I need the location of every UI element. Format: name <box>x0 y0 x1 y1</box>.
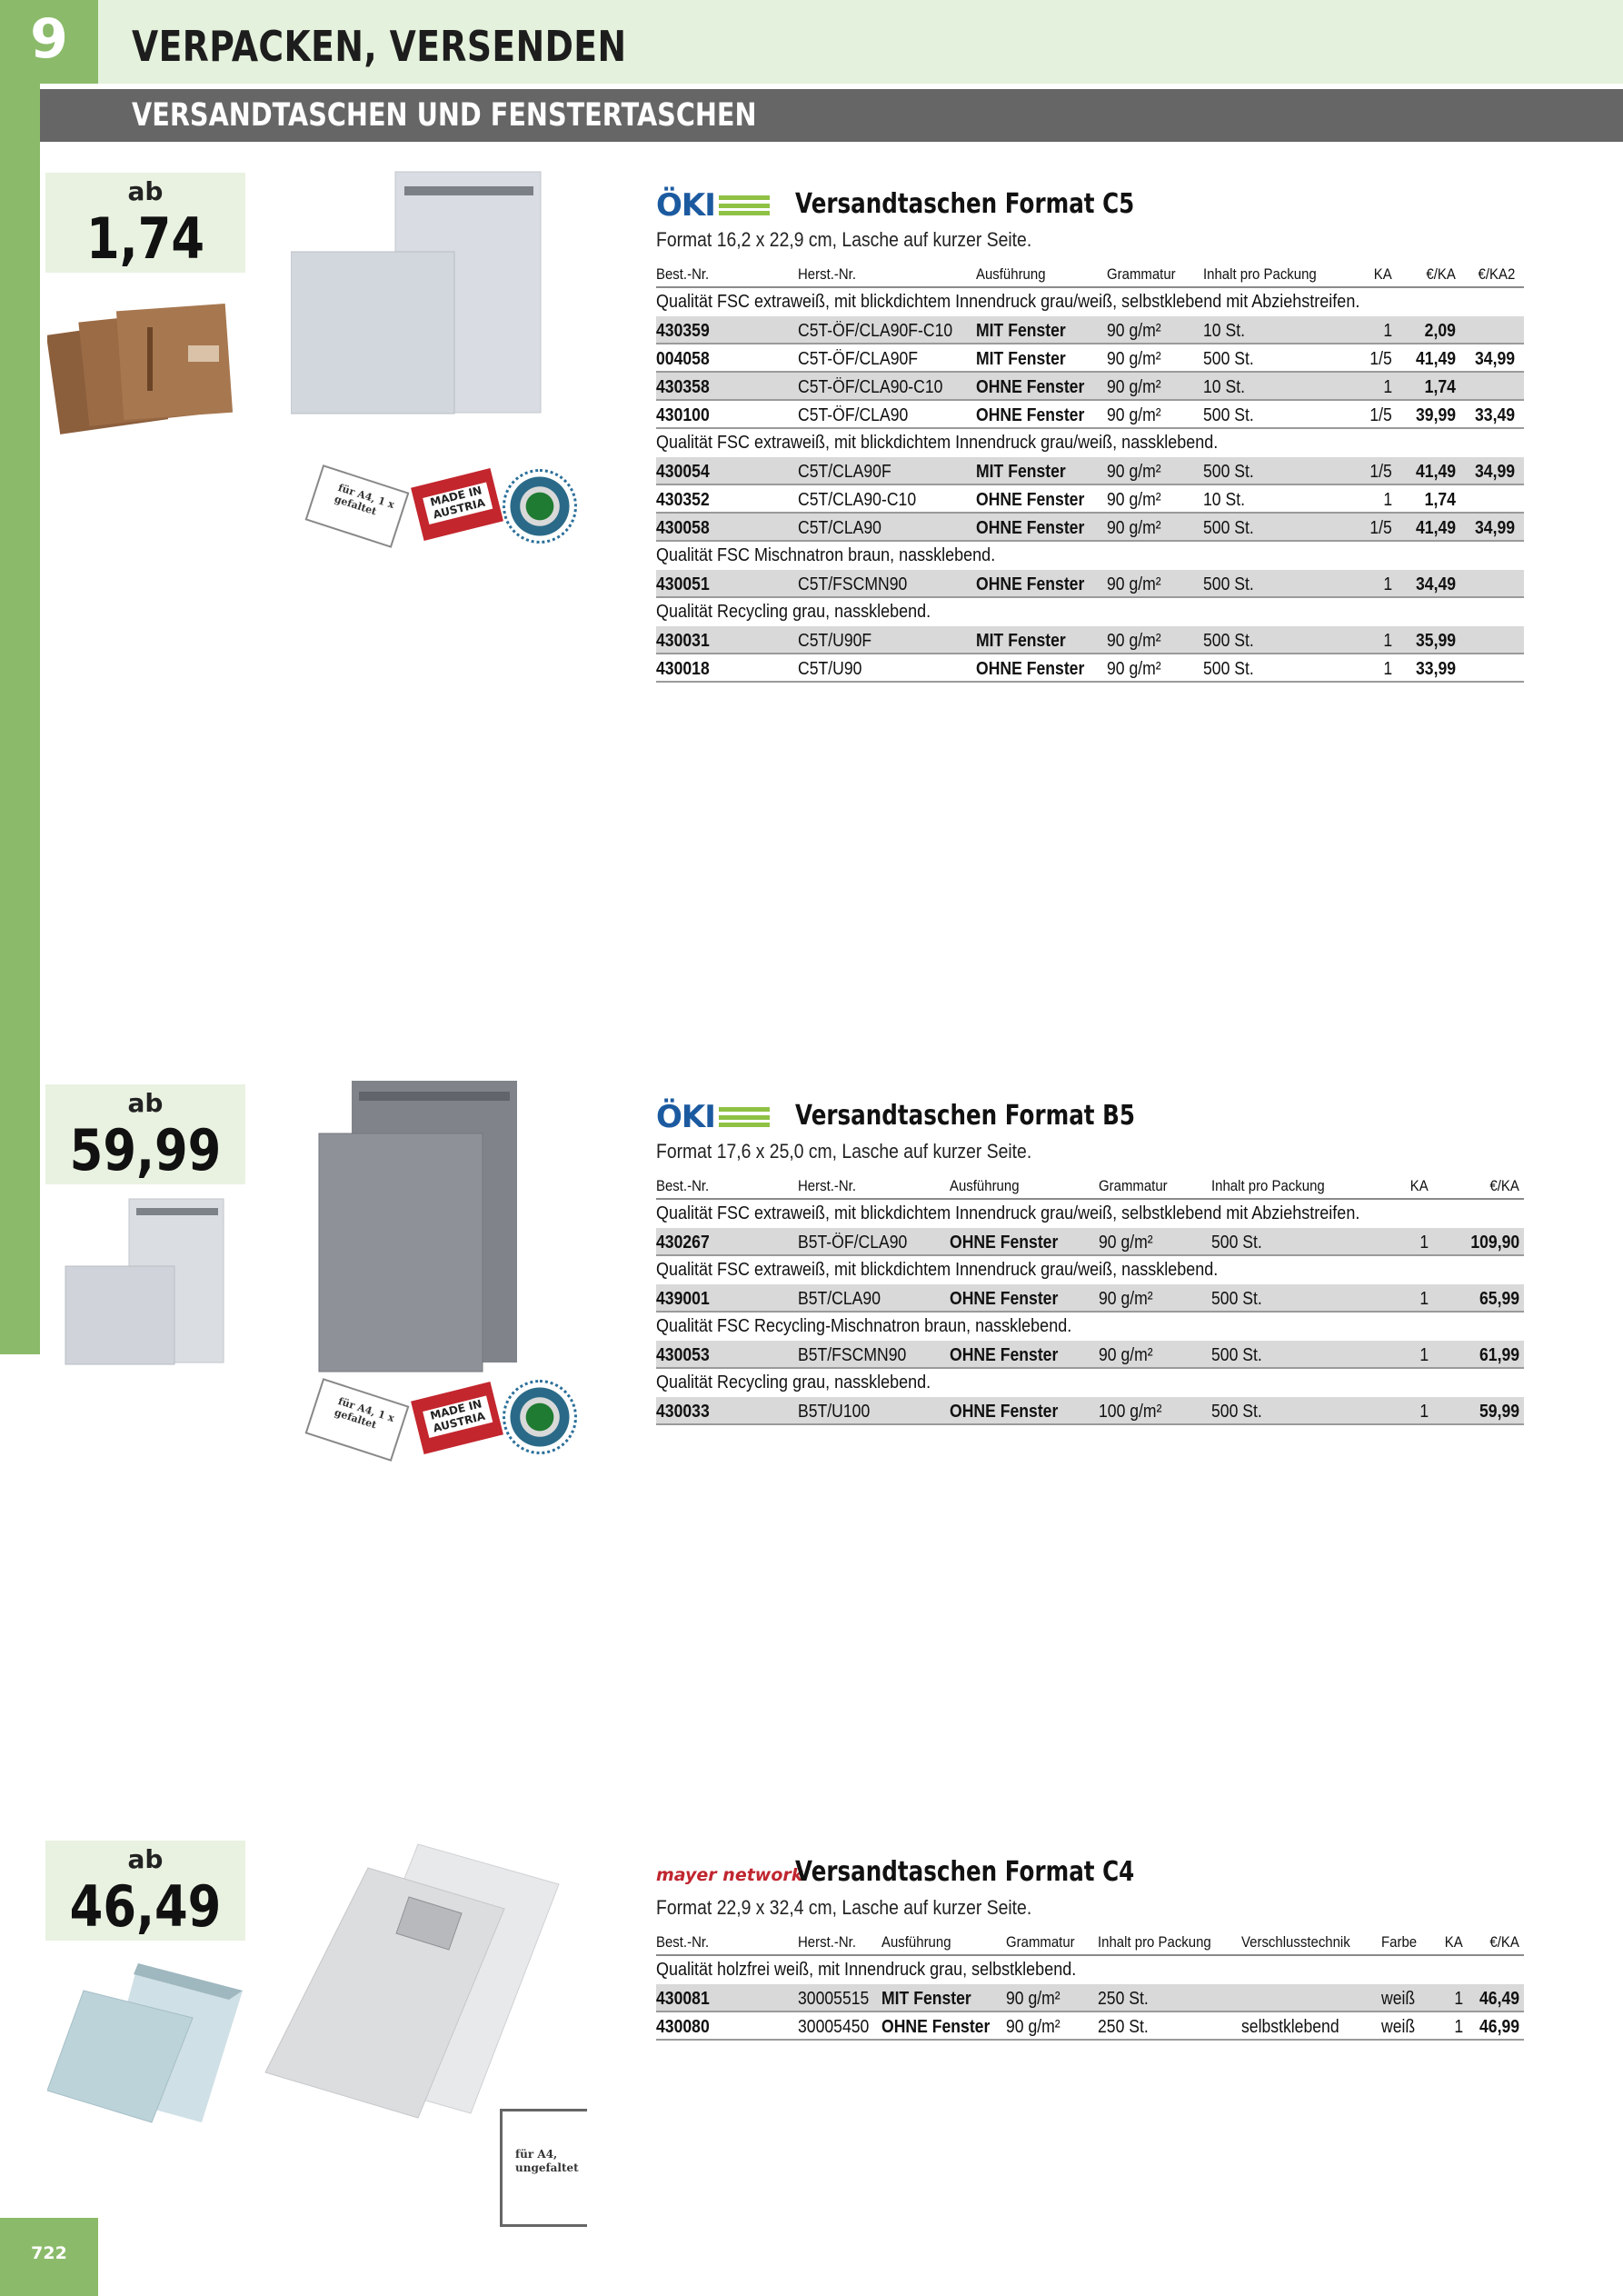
price-badge <box>45 173 245 273</box>
table-row <box>656 316 1524 344</box>
table-cell: 100 g/m² <box>1099 1402 1162 1422</box>
folded-a4-badge: für A4, 1 x gefaltet <box>305 464 410 548</box>
product-title: Versandtaschen Format C5 <box>795 188 1135 220</box>
table-cell: C5T-ÖF/CLA90F <box>798 349 919 369</box>
quality-heading: Qualität FSC Recycling-Mischnatron braun, nassklebend. <box>656 1316 1072 1336</box>
table-cell: MIT Fenster <box>976 631 1066 651</box>
product-table <box>656 259 1524 683</box>
quality-heading: Qualität Recycling grau, nassklebend. <box>656 1373 931 1393</box>
table-cell: C5T/CLA90 <box>798 518 881 538</box>
table-cell: C5T/CLA90F <box>798 462 891 482</box>
column-header: €/KA2 <box>1478 265 1515 283</box>
price-prefix: ab <box>127 1088 164 1118</box>
table-cell: 1 <box>1419 1289 1429 1309</box>
table-row <box>656 1341 1524 1369</box>
column-header: Herst.-Nr. <box>798 1177 857 1194</box>
table-cell: 500 St. <box>1211 1402 1262 1422</box>
price-value: 46,49 <box>69 1873 222 1940</box>
table-cell: 90 g/m² <box>1099 1345 1153 1365</box>
column-header: Inhalt pro Packung <box>1203 265 1317 283</box>
table-cell: 1 <box>1383 490 1392 510</box>
product-format: Format 22,9 x 32,4 cm, Lasche auf kurzer Seite. <box>656 1896 1032 1919</box>
quality-heading: Qualität FSC extraweiß, mit blickdichtem Innendruck grau/weiß, selbstklebend mit Abziehstreifen. <box>656 292 1360 312</box>
table-cell: B5T-ÖF/CLA90 <box>798 1233 908 1253</box>
column-header: Best.-Nr. <box>656 1933 710 1951</box>
price-prefix: ab <box>127 176 164 206</box>
table-cell: 1,74 <box>1424 490 1456 510</box>
table-cell: 61,99 <box>1479 1345 1519 1365</box>
table-cell: 34,99 <box>1474 462 1515 482</box>
column-header: Ausführung <box>976 265 1046 283</box>
table-cell: 1/5 <box>1369 405 1392 425</box>
table-row <box>656 401 1524 429</box>
folded-a4-badge: für A4, 1 x gefaltet <box>305 1378 410 1462</box>
table-cell: OHNE Fenster <box>976 574 1085 594</box>
table-cell: 46,99 <box>1479 2017 1519 2037</box>
table-cell: 41,49 <box>1415 462 1456 482</box>
price-prefix: ab <box>127 1844 164 1874</box>
table-cell: 430018 <box>656 659 710 679</box>
column-header: KA <box>1410 1177 1429 1194</box>
column-header: Grammatur <box>1107 265 1176 283</box>
table-cell: C5T-ÖF/CLA90F-C10 <box>798 321 953 341</box>
table-cell: MIT Fenster <box>976 349 1066 369</box>
column-header: Best.-Nr. <box>656 1177 710 1194</box>
unfolded-a4-badge: für A4, ungefaltet <box>500 2109 587 2227</box>
table-cell: 30005450 <box>798 2017 870 2037</box>
made-in-austria-badge: MADE IN AUSTRIA <box>411 1382 503 1454</box>
table-cell: OHNE Fenster <box>976 377 1085 397</box>
table-cell: 34,99 <box>1474 349 1515 369</box>
quality-seal-icon <box>503 1380 577 1454</box>
page-number: 722 <box>31 2243 67 2263</box>
table-cell: 430358 <box>656 377 710 397</box>
table-cell: 500 St. <box>1203 462 1254 482</box>
table-cell: 90 g/m² <box>1107 490 1161 510</box>
table-cell: 90 g/m² <box>1107 631 1161 651</box>
table-header <box>656 259 1524 288</box>
table-row <box>656 570 1524 598</box>
product-photo-c5-envelope <box>291 168 554 418</box>
column-header: Best.-Nr. <box>656 265 710 283</box>
column-header: Grammatur <box>1099 1177 1168 1194</box>
table-cell: B5T/FSCMN90 <box>798 1345 907 1365</box>
column-header: Ausführung <box>950 1177 1020 1194</box>
table-cell: 430100 <box>656 405 710 425</box>
table-row <box>656 1284 1524 1313</box>
table-cell: OHNE Fenster <box>881 2017 991 2037</box>
table-cell: 1 <box>1383 631 1392 651</box>
column-header: Ausführung <box>881 1933 951 1951</box>
column-header: KA <box>1445 1933 1463 1951</box>
table-header <box>656 1171 1524 1200</box>
table-cell: OHNE Fenster <box>950 1402 1059 1422</box>
product-photo-b5-small <box>64 1195 227 1368</box>
table-cell: 1,74 <box>1424 377 1456 397</box>
table-cell: 1 <box>1454 2017 1463 2037</box>
table-cell: OHNE Fenster <box>976 490 1085 510</box>
table-row <box>656 1984 1524 2012</box>
table-cell: 430054 <box>656 462 710 482</box>
table-cell: 500 St. <box>1203 631 1254 651</box>
table-cell: 65,99 <box>1479 1289 1519 1309</box>
table-cell: 500 St. <box>1203 518 1254 538</box>
table-cell: weiß <box>1381 2017 1416 2037</box>
made-in-austria-badge: MADE IN AUSTRIA <box>411 468 503 541</box>
table-cell: 90 g/m² <box>1099 1233 1153 1253</box>
table-cell: 30005515 <box>798 1989 870 2009</box>
table-row <box>656 373 1524 401</box>
table-cell: 1 <box>1419 1345 1429 1365</box>
table-row <box>656 2012 1524 2041</box>
table-cell: C5T/CLA90-C10 <box>798 490 917 510</box>
product-photo-b5-gray-envelope <box>314 1077 523 1373</box>
table-cell: 004058 <box>656 349 710 369</box>
price-badge <box>45 1841 245 1941</box>
table-cell: C5T/U90F <box>798 631 872 651</box>
table-cell: OHNE Fenster <box>976 659 1085 679</box>
column-header: Herst.-Nr. <box>798 265 857 283</box>
table-cell: C5T-ÖF/CLA90-C10 <box>798 377 943 397</box>
table-cell: 90 g/m² <box>1107 518 1161 538</box>
table-cell: 500 St. <box>1203 349 1254 369</box>
table-cell: 430051 <box>656 574 710 594</box>
table-cell: 41,49 <box>1415 349 1456 369</box>
product-table <box>656 1927 1524 2041</box>
table-cell: 35,99 <box>1415 631 1456 651</box>
price-value: 59,99 <box>69 1117 222 1183</box>
quality-heading: Qualität FSC extraweiß, mit blickdichtem Innendruck grau/weiß, nassklebend. <box>656 1260 1219 1280</box>
column-header: €/KA <box>1426 265 1456 283</box>
table-cell: 1 <box>1383 377 1392 397</box>
table-cell: 10 St. <box>1203 377 1245 397</box>
column-header: Farbe <box>1381 1933 1418 1951</box>
product-format: Format 17,6 x 25,0 cm, Lasche auf kurzer Seite. <box>656 1140 1032 1163</box>
table-cell: 90 g/m² <box>1107 321 1161 341</box>
table-cell: 59,99 <box>1479 1402 1519 1422</box>
table-cell: 90 g/m² <box>1006 1989 1060 2009</box>
table-cell: OHNE Fenster <box>950 1289 1059 1309</box>
table-cell: 1 <box>1383 574 1392 594</box>
table-row <box>656 654 1524 683</box>
table-row <box>656 514 1524 542</box>
table-cell: 500 St. <box>1203 574 1254 594</box>
table-row <box>656 626 1524 654</box>
side-bar <box>0 82 40 1354</box>
table-cell: 430080 <box>656 2017 710 2037</box>
table-cell: 430267 <box>656 1233 710 1253</box>
table-cell: 41,49 <box>1415 518 1456 538</box>
quality-heading: Qualität Recycling grau, nassklebend. <box>656 602 931 622</box>
table-row <box>656 1228 1524 1256</box>
table-cell: 1 <box>1454 1989 1463 2009</box>
table-cell: selbstklebend <box>1241 2017 1339 2037</box>
table-cell: MIT Fenster <box>976 321 1066 341</box>
table-cell: MIT Fenster <box>881 1989 971 2009</box>
column-header: €/KA <box>1489 1933 1519 1951</box>
table-cell: OHNE Fenster <box>976 405 1085 425</box>
table-row <box>656 344 1524 373</box>
table-cell: 430352 <box>656 490 710 510</box>
quality-heading: Qualität holzfrei weiß, mit Innendruck grau, selbstklebend. <box>656 1960 1077 1980</box>
table-cell: 430058 <box>656 518 710 538</box>
product-photo-c4-envelope <box>264 1841 563 2122</box>
column-header: Inhalt pro Packung <box>1211 1177 1325 1194</box>
section-title: VERSANDTASCHEN UND FENSTERTASCHEN <box>132 97 757 134</box>
table-cell: 10 St. <box>1203 490 1245 510</box>
column-header: Herst.-Nr. <box>798 1933 857 1951</box>
table-cell: 90 g/m² <box>1107 377 1161 397</box>
table-row <box>656 457 1524 485</box>
table-cell: 1/5 <box>1369 462 1392 482</box>
table-row <box>656 485 1524 514</box>
table-cell: 430031 <box>656 631 710 651</box>
mayer-network-logo: mayer network <box>656 1865 803 1885</box>
table-cell: 109,90 <box>1470 1233 1519 1253</box>
table-cell: 1/5 <box>1369 349 1392 369</box>
column-header: KA <box>1374 265 1392 283</box>
table-cell: 500 St. <box>1211 1233 1262 1253</box>
table-cell: 90 g/m² <box>1107 659 1161 679</box>
table-cell: 90 g/m² <box>1107 349 1161 369</box>
quality-heading: Qualität FSC Mischnatron braun, nassklebend. <box>656 545 996 565</box>
table-cell: 90 g/m² <box>1107 462 1161 482</box>
table-cell: 500 St. <box>1211 1345 1262 1365</box>
table-cell: 39,99 <box>1415 405 1456 425</box>
table-cell: MIT Fenster <box>976 462 1066 482</box>
column-header: Verschlusstechnik <box>1241 1933 1350 1951</box>
table-cell: 90 g/m² <box>1099 1289 1153 1309</box>
table-cell: 1 <box>1419 1233 1429 1253</box>
table-cell: 250 St. <box>1098 2017 1149 2037</box>
table-cell: 500 St. <box>1203 659 1254 679</box>
table-cell: C5T/U90 <box>798 659 862 679</box>
table-cell: 430081 <box>656 1989 710 2009</box>
column-header: Inhalt pro Packung <box>1098 1933 1211 1951</box>
table-cell: 90 g/m² <box>1006 2017 1060 2037</box>
table-cell: 1/5 <box>1369 518 1392 538</box>
table-cell: 1 <box>1383 659 1392 679</box>
price-value: 1,74 <box>85 205 205 272</box>
column-header: Grammatur <box>1006 1933 1075 1951</box>
table-cell: 500 St. <box>1203 405 1254 425</box>
price-badge <box>45 1084 245 1184</box>
column-header: €/KA <box>1489 1177 1519 1194</box>
table-cell: 90 g/m² <box>1107 405 1161 425</box>
oeki-logo: ÖKI <box>656 1102 788 1133</box>
table-cell: 46,49 <box>1479 1989 1519 2009</box>
quality-seal-icon <box>503 469 577 544</box>
quality-heading: Qualität FSC extraweiß, mit blickdichtem Innendruck grau/weiß, nassklebend. <box>656 433 1219 453</box>
table-header <box>656 1927 1524 1956</box>
table-cell: C5T-ÖF/CLA90 <box>798 405 909 425</box>
table-cell: 430053 <box>656 1345 710 1365</box>
oeki-logo: ÖKI <box>656 190 788 221</box>
table-cell: 439001 <box>656 1289 710 1309</box>
table-cell: B5T/CLA90 <box>798 1289 881 1309</box>
table-cell: 2,09 <box>1424 321 1456 341</box>
chapter-title: VERPACKEN, VERSENDEN <box>132 22 627 71</box>
table-cell: 430033 <box>656 1402 710 1422</box>
table-row <box>656 1397 1524 1425</box>
chapter-number: 9 <box>30 7 68 71</box>
product-title: Versandtaschen Format B5 <box>795 1100 1135 1132</box>
table-cell: 33,99 <box>1415 659 1456 679</box>
table-cell: weiß <box>1381 1989 1416 2009</box>
table-cell: 500 St. <box>1211 1289 1262 1309</box>
quality-heading: Qualität FSC extraweiß, mit blickdichtem Innendruck grau/weiß, selbstklebend mit Abziehstreifen. <box>656 1203 1360 1223</box>
product-table <box>656 1171 1524 1425</box>
table-cell: 33,49 <box>1474 405 1515 425</box>
table-cell: OHNE Fenster <box>950 1233 1059 1253</box>
table-cell: 34,99 <box>1474 518 1515 538</box>
table-cell: B5T/U100 <box>798 1402 871 1422</box>
table-cell: C5T/FSCMN90 <box>798 574 908 594</box>
product-format: Format 16,2 x 22,9 cm, Lasche auf kurzer Seite. <box>656 228 1032 251</box>
table-cell: 10 St. <box>1203 321 1245 341</box>
table-cell: 1 <box>1419 1402 1429 1422</box>
table-cell: 430359 <box>656 321 710 341</box>
table-cell: OHNE Fenster <box>976 518 1085 538</box>
table-cell: 90 g/m² <box>1107 574 1161 594</box>
table-cell: 34,49 <box>1415 574 1456 594</box>
table-cell: 250 St. <box>1098 1989 1149 2009</box>
product-photo-brown-envelopes <box>47 291 243 450</box>
table-cell: OHNE Fenster <box>950 1345 1059 1365</box>
product-title: Versandtaschen Format C4 <box>795 1856 1135 1888</box>
table-cell: 1 <box>1383 321 1392 341</box>
product-photo-c4-small <box>47 1954 247 2127</box>
